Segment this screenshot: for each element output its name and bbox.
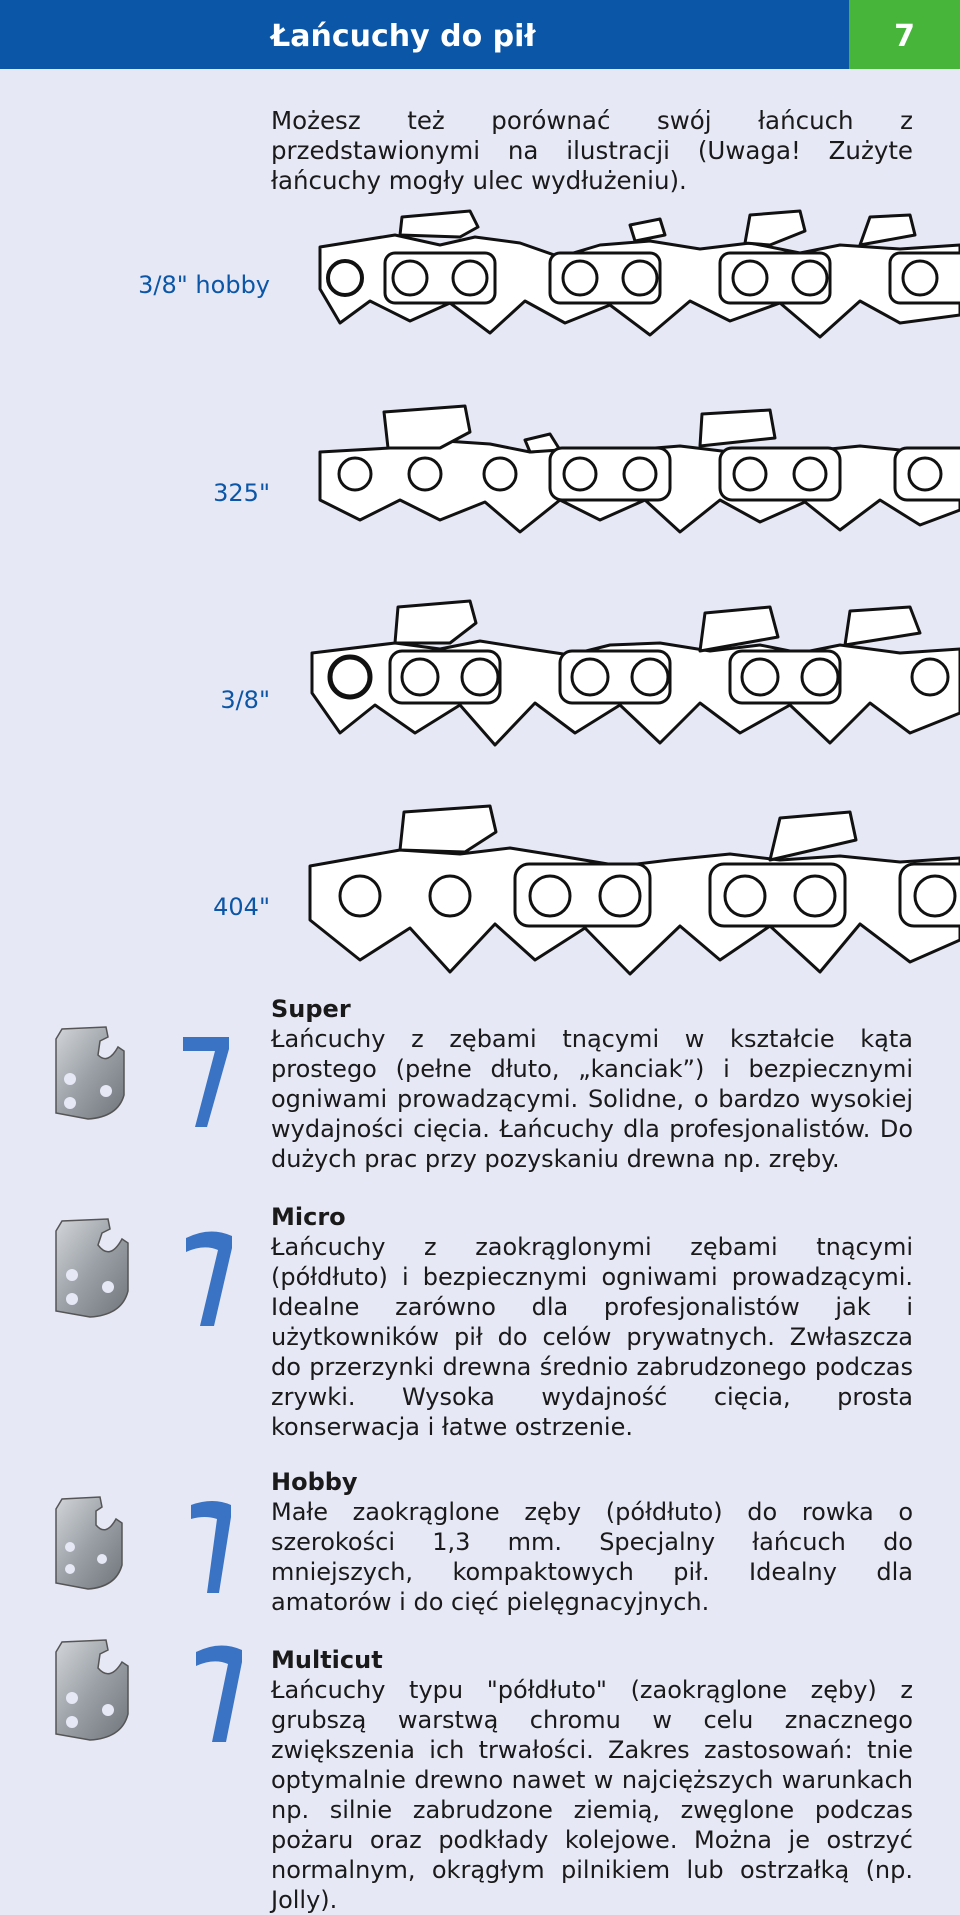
section-description: Łańcuchy z zębami tnącymi w kształcie kąta prostego (pełne dłuto, „kanciak”) i bezpiecznymi ogniwami prowadzącymi. Solidne, o bardzo wysokiej wydajności cięcia. Łańcuchy dla profesjonalistów. Do dużych prac przy pozyskaniu drewna np. zręby. [271, 1025, 913, 1173]
cutter-tooth-icon [48, 1638, 148, 1750]
section-description: Łańcuchy z zaokrąglonymi zębami tnącymi (półdłuto) i bezpiecznymi ogniwami prowadzącymi. Idealne zarówno dla profesjonalistów jak i użytkowników pił do celów prywatnych. Zwłaszcza do przerzynki drewna średnio zabrudzonego podczas zrywki. Wysoka wydajność cięcia, prosta konserwacja i łatwe ostrzenie. [271, 1233, 913, 1441]
section-title: Hobby [271, 1468, 358, 1496]
tooth-profile-icon [185, 1495, 245, 1597]
chain-label-38: 3/8" [220, 686, 270, 714]
page-number-box [849, 0, 960, 69]
chain-label-325: 325" [213, 479, 270, 507]
section-micro [271, 1202, 913, 1442]
cutter-tooth-icon [48, 1217, 148, 1327]
saw-chain-illustration [300, 800, 960, 1000]
header-bar [0, 0, 960, 69]
tooth-profile-icon [180, 1226, 240, 1332]
section-title: Micro [271, 1203, 346, 1231]
cutter-tooth-icon [48, 1025, 148, 1130]
intro-text: Możesz też porównać swój łańcuch z przedstawionymi na ilustracji (Uwaga! Zużyte łańcuchy mogły ulec wydłużeniu). [271, 106, 913, 195]
page-title: Łańcuchy do pił [271, 19, 536, 54]
tooth-profile-icon [177, 1031, 237, 1131]
tooth-profile-icon [190, 1640, 250, 1746]
section-hobby [271, 1467, 913, 1617]
saw-chain-illustration [300, 205, 960, 365]
page-number: 7 [894, 19, 915, 54]
saw-chain-illustration [300, 400, 960, 570]
chain-label-404: 404" [213, 893, 270, 921]
section-multicut [271, 1645, 913, 1915]
section-super [271, 994, 913, 1174]
section-description: Małe zaokrąglone zęby (półdłuto) do rowka o szerokości 1,3 mm. Specjalny łańcuch do mniejszych, kompaktowych pił. Idealny dla amatorów i do cięć pielęgnacyjnych. [271, 1498, 913, 1616]
section-description: Łańcuchy typu "półdłuto" (zaokrąglone zęby) z grubszą warstwą chromu w celu znacznego zwiększenia ich trwałości. Zakres zastosowań: tnie optymalnie drewno nawet w najcięższych warunkach np. silnie zabrudzone ziemią, zwęglone podczas pożaru oraz podkłady kolejowe. Można je ostrzyć normalnym, okrągłym pilnikiem lub ostrzałką (np. Jolly). [271, 1676, 913, 1914]
chain-label-38-hobby: 3/8" hobby [138, 271, 270, 299]
saw-chain-illustration [300, 593, 960, 773]
section-title: Multicut [271, 1646, 383, 1674]
section-title: Super [271, 995, 351, 1023]
cutter-tooth-icon [48, 1495, 148, 1595]
